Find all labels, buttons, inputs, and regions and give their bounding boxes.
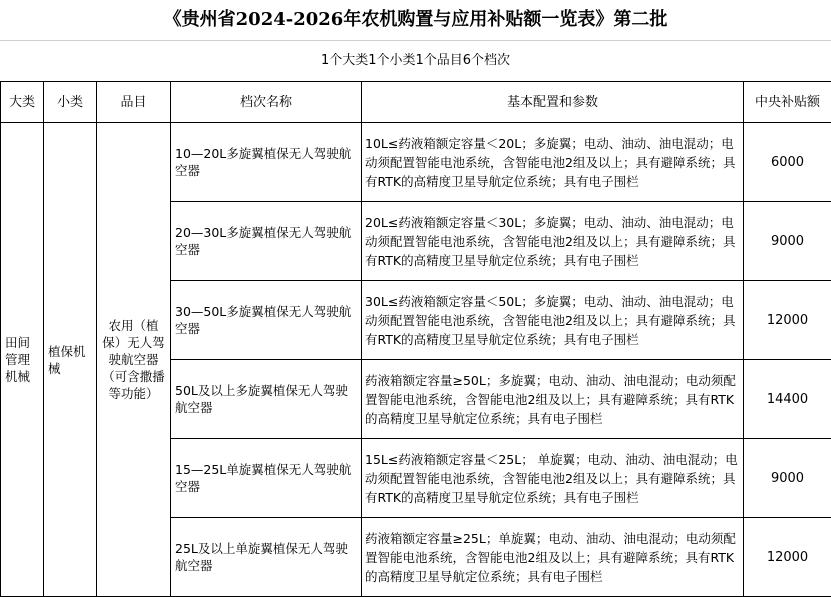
subsidy-amount-cell: 14400: [744, 360, 831, 439]
header-subcategory: 小类: [44, 82, 97, 123]
item-cell: 农用（植保）无人驾驶航空器（可含撒播等功能）: [97, 123, 171, 597]
category-cell: 田间管理机械: [1, 123, 44, 597]
config-cell: 30L≤药液箱额定容量＜50L；多旋翼；电动、油动、油电混动；电动须配置智能电池系统，含智能电池2组及以上；具有避障系统；具有RTK的高精度卫星导航定位系统；具有电子围栏: [362, 281, 744, 360]
grade-name-cell: 20—30L多旋翼植保无人驾驶航空器: [171, 202, 362, 281]
table-header-row: [1, 82, 831, 123]
page-title: 《贵州省2024-2026年农机购置与应用补贴额一览表》第二批: [0, 0, 831, 41]
subsidy-amount-cell: 9000: [744, 439, 831, 518]
subsidy-amount-cell: 6000: [744, 123, 831, 202]
header-item: 品目: [97, 82, 171, 123]
subsidy-amount-cell: 12000: [744, 281, 831, 360]
header-category: 大类: [1, 82, 44, 123]
config-cell: 药液箱额定容量≥50L；多旋翼；电动、油动、油电混动；电动须配置智能电池系统，含智能电池2组及以上；具有避障系统；具有RTK的高精度卫星导航定位系统；具有电子围栏: [362, 360, 744, 439]
subcategory-cell: 植保机械: [44, 123, 97, 597]
config-cell: 药液箱额定容量≥25L；单旋翼；电动、油动、油电混动；电动须配置智能电池系统，含智能电池2组及以上；具有避障系统；具有RTK的高精度卫星导航定位系统；具有电子围栏: [362, 518, 744, 597]
header-config: 基本配置和参数: [362, 82, 744, 123]
grade-name-cell: 10—20L多旋翼植保无人驾驶航空器: [171, 123, 362, 202]
grade-name-cell: 25L及以上单旋翼植保无人驾驶航空器: [171, 518, 362, 597]
config-cell: 15L≤药液箱额定容量＜25L； 单旋翼；电动、油动、油电混动；电动须配置智能电池系统，含智能电池2组及以上；具有避障系统；具有RTK的高精度卫星导航定位系统；具有电子围栏: [362, 439, 744, 518]
config-cell: 20L≤药液箱额定容量＜30L；多旋翼；电动、油动、油电混动；电动须配置智能电池系统，含智能电池2组及以上；具有避障系统；具有RTK的高精度卫星导航定位系统；具有电子围栏: [362, 202, 744, 281]
subsidy-table: [0, 81, 831, 597]
subsidy-amount-cell: 9000: [744, 202, 831, 281]
grade-name-cell: 30—50L多旋翼植保无人驾驶航空器: [171, 281, 362, 360]
grade-name-cell: 50L及以上多旋翼植保无人驾驶航空器: [171, 360, 362, 439]
subsidy-amount-cell: 12000: [744, 518, 831, 597]
table-row: [1, 123, 831, 202]
page-subtitle: 1个大类1个小类1个品目6个档次: [320, 53, 511, 68]
header-grade-name: 档次名称: [171, 82, 362, 123]
config-cell: 10L≤药液箱额定容量＜20L；多旋翼；电动、油动、油电混动；电动须配置智能电池系统，含智能电池2组及以上；具有避障系统；具有RTK的高精度卫星导航定位系统；具有电子围栏: [362, 123, 744, 202]
grade-name-cell: 15—25L单旋翼植保无人驾驶航空器: [171, 439, 362, 518]
header-subsidy: 中央补贴额: [744, 82, 831, 123]
